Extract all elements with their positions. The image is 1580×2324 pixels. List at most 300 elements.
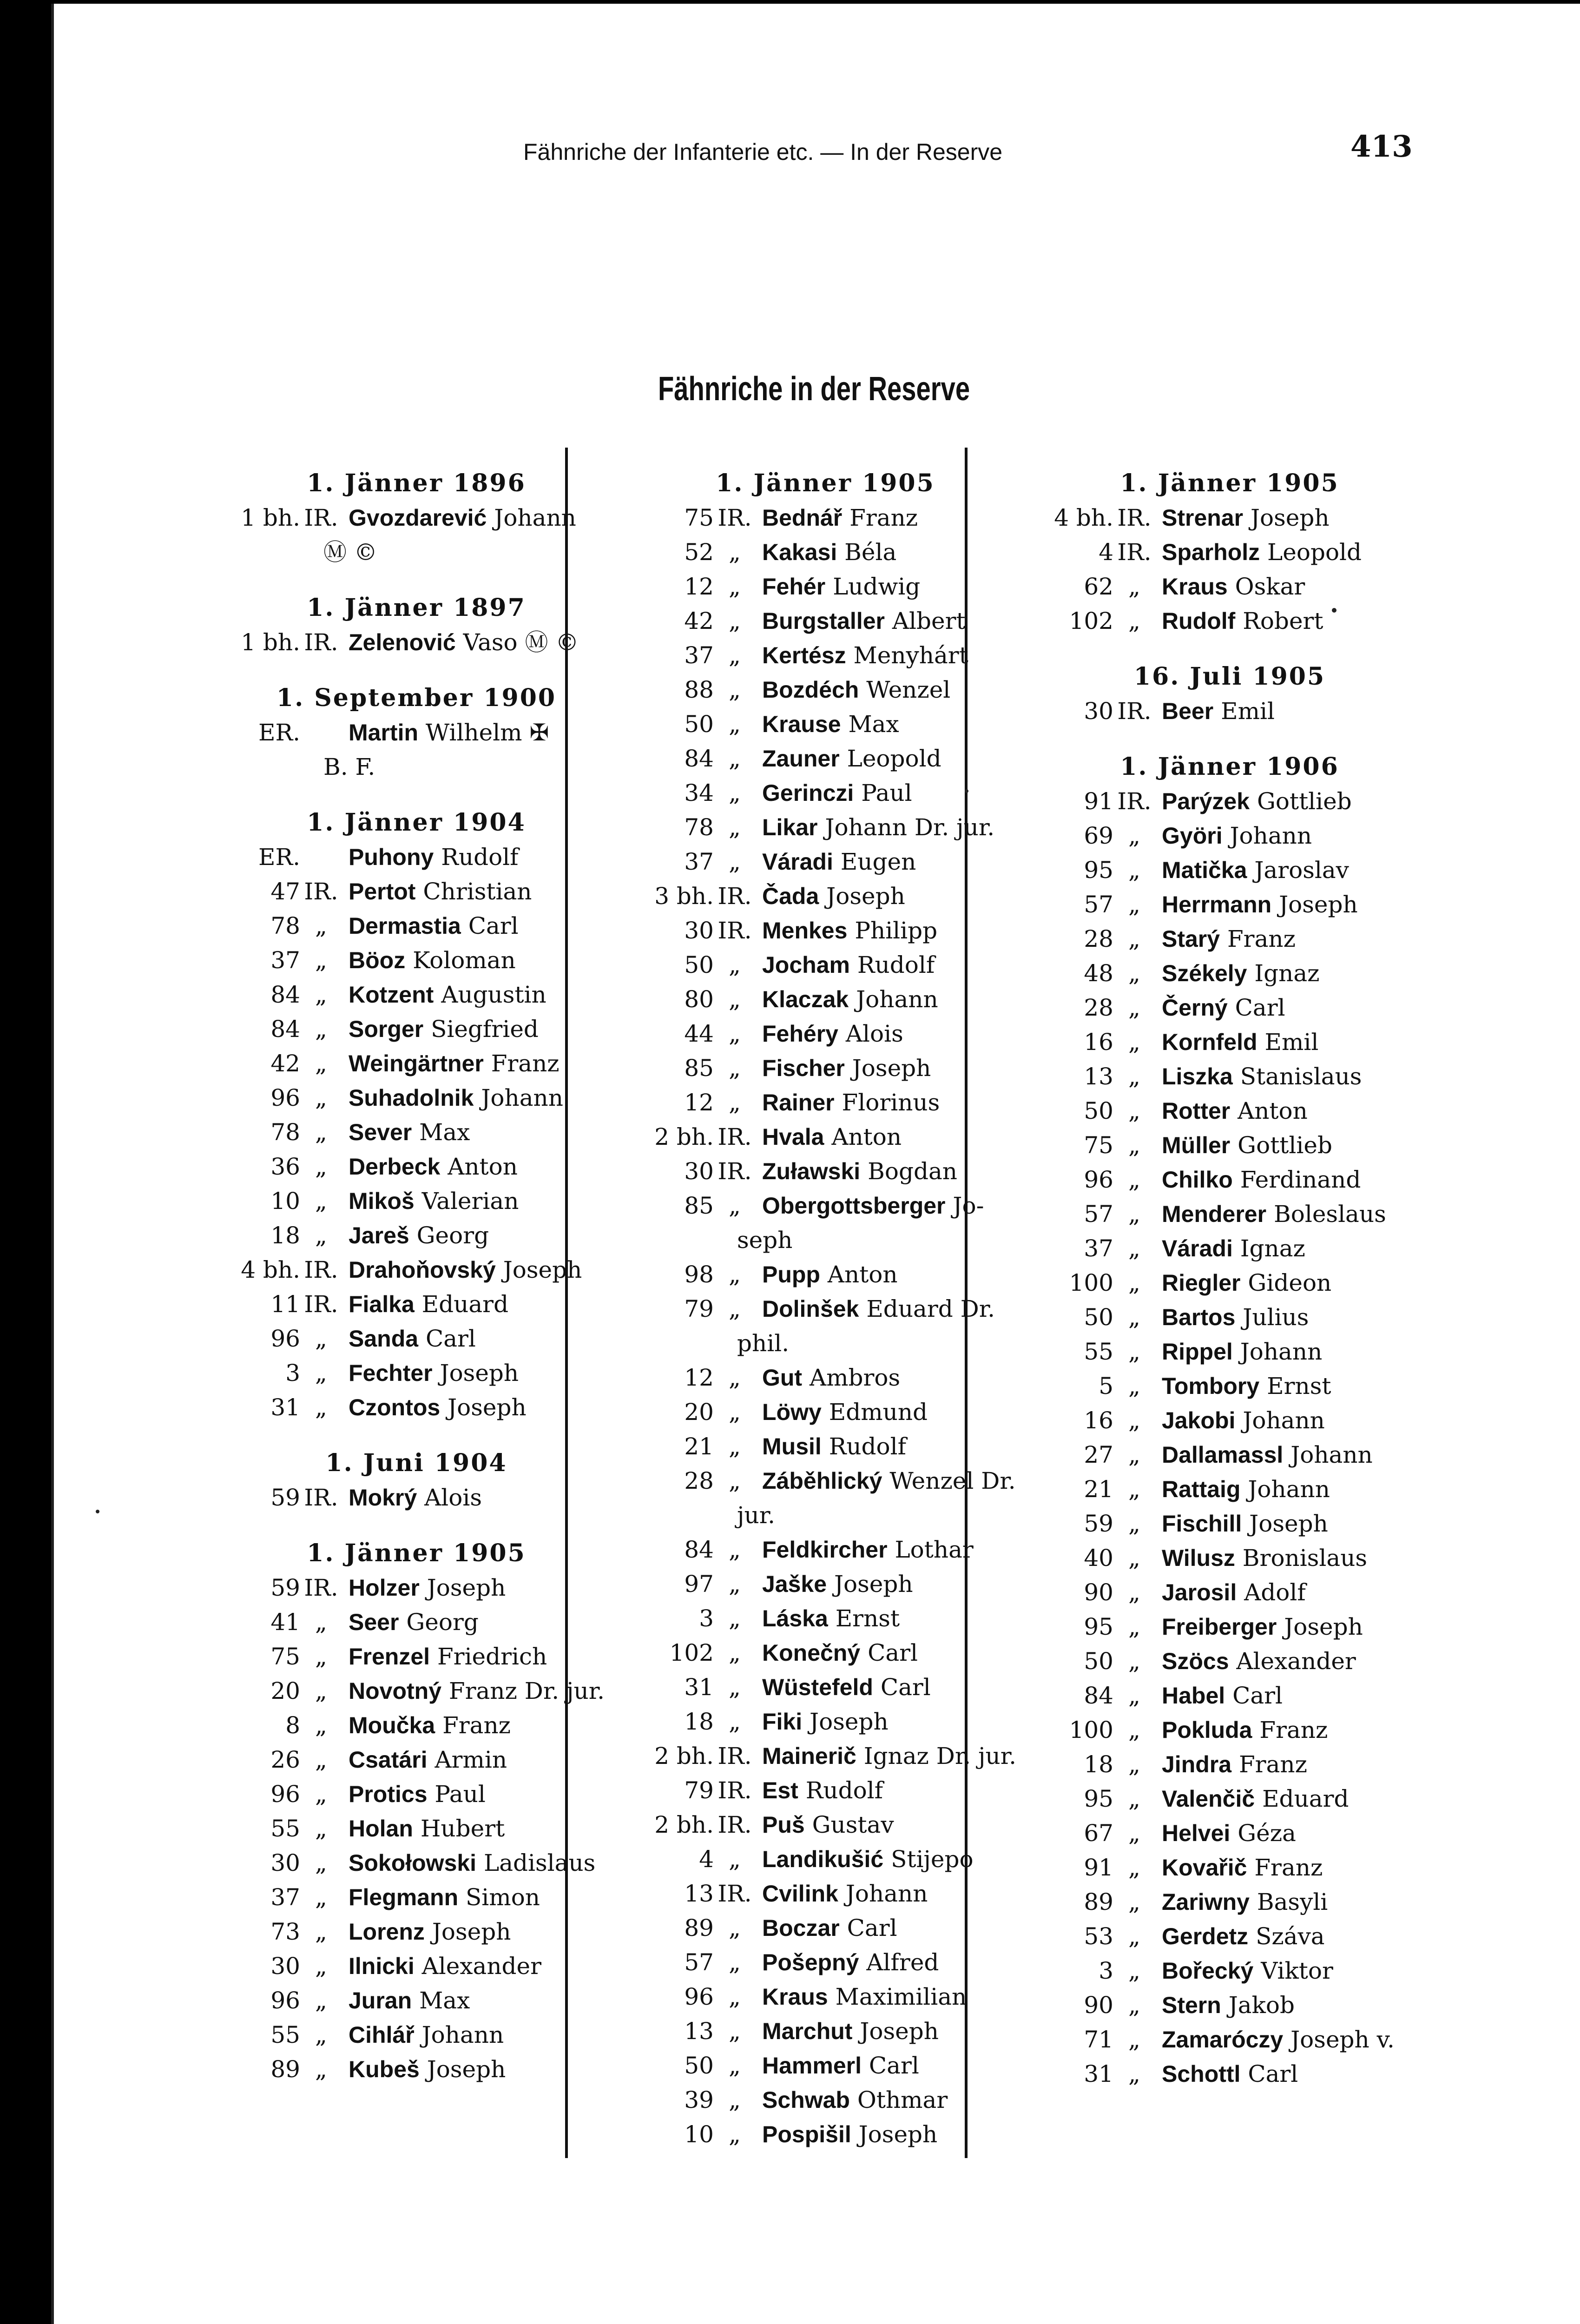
regiment-number: 31	[270, 1394, 300, 1421]
surname: Pokluda	[1162, 1717, 1252, 1743]
given-name: Leopold	[847, 745, 941, 772]
surname: Szöcs	[1162, 1648, 1229, 1674]
regiment-number: 52	[684, 539, 714, 566]
roster-entry	[630, 1017, 1020, 1051]
roster-entry	[1030, 1816, 1429, 1850]
surname: Kotzent	[349, 982, 434, 1008]
given-name: Alois	[845, 1020, 903, 1047]
officer-name	[756, 1532, 1020, 1567]
officer-name	[1155, 1713, 1429, 1747]
regiment-type: „	[1128, 960, 1140, 987]
date-heading: 1. Jänner 1906	[1120, 753, 1339, 781]
officer-name	[1155, 990, 1429, 1025]
surname: Löwy	[762, 1399, 822, 1425]
roster-entry	[1030, 1506, 1429, 1541]
surname: Chilko	[1162, 1167, 1233, 1193]
spacer	[217, 660, 616, 681]
surname: Gerinczi	[762, 780, 854, 806]
regiment-number: 39	[684, 2086, 714, 2113]
regiment-type: „	[729, 1605, 741, 1632]
regiment-number: 37	[1084, 1235, 1113, 1262]
roster-entry	[1030, 535, 1429, 569]
given-name: Emil	[1221, 698, 1275, 725]
regiment-number: ER.	[258, 719, 300, 746]
regiment-type: „	[729, 848, 741, 875]
surname: Müller	[1162, 1132, 1231, 1158]
officer-name	[342, 1184, 616, 1218]
regiment-type: „	[729, 1571, 741, 1598]
regiment-type: „	[1128, 1682, 1140, 1709]
roster-entry	[217, 2018, 616, 2052]
given-name: Johann	[1240, 1338, 1323, 1365]
regiment-type: „	[1128, 1751, 1140, 1778]
surname: Mokrý	[349, 1485, 417, 1511]
given-name: Eduard	[1262, 1785, 1349, 1812]
given-name: Joseph v.	[1290, 2026, 1395, 2053]
regiment-type: IR.	[304, 1291, 338, 1318]
given-name: Johann	[1243, 1407, 1325, 1434]
regiment-type: „	[729, 1536, 741, 1563]
regiment-type: „	[729, 2086, 741, 2113]
surname: Feldkircher	[762, 1537, 888, 1563]
regiment-type: „	[729, 1983, 741, 2010]
regiment-type	[300, 715, 342, 750]
regiment-type: „	[1128, 1373, 1140, 1400]
surname: Matička	[1162, 857, 1247, 883]
officer-name	[342, 874, 616, 909]
given-name: Joseph	[427, 1574, 506, 1601]
regiment-type: „	[1128, 891, 1140, 918]
given-name: Ludwig	[833, 573, 921, 600]
date-heading: 1. Jänner 1904	[307, 808, 526, 837]
officer-name	[756, 1429, 1020, 1464]
regiment-number: 89	[684, 1915, 714, 1941]
document-sheet	[51, 4, 1580, 2324]
regiment-type: „	[729, 814, 741, 841]
roster-entry	[217, 1149, 616, 1184]
regiment-type: „	[729, 1639, 741, 1666]
roster-entry	[217, 1081, 616, 1115]
roster-entry	[217, 1356, 616, 1390]
regiment-number: 11	[270, 1291, 300, 1318]
officer-name	[342, 2018, 616, 2052]
regiment-number: 50	[684, 711, 714, 738]
surname: Dermastia	[349, 913, 461, 939]
officer-name	[756, 1395, 1020, 1429]
given-name: Rudolf	[805, 1777, 883, 1804]
regiment-type: „	[315, 1918, 327, 1945]
regiment-type: „	[315, 1712, 327, 1739]
roster-entry	[1030, 1231, 1429, 1266]
given-name: Johann Dr. jur.	[825, 814, 995, 841]
officer-name	[342, 1012, 616, 1046]
surname: Gerdetz	[1162, 1923, 1249, 1949]
roster-entry	[630, 1842, 1020, 1876]
officer-name	[1155, 1438, 1429, 1472]
regiment-number: 37	[270, 947, 300, 974]
given-name: Christian	[423, 878, 532, 905]
surname: Pertot	[349, 878, 416, 905]
surname: Frenzel	[349, 1644, 430, 1670]
regiment-type: „	[1128, 1545, 1140, 1571]
surname: Riegler	[1162, 1270, 1241, 1296]
regiment-number: 28	[1084, 925, 1113, 952]
regiment-number: 75	[1084, 1132, 1113, 1159]
given-name: Bogdan	[868, 1158, 957, 1185]
given-name: Joseph	[440, 1360, 519, 1386]
officer-name	[756, 707, 1020, 741]
given-name: Joseph	[826, 883, 905, 910]
regiment-number: 50	[1084, 1097, 1113, 1124]
roster-entry	[1030, 1369, 1429, 1403]
roster-entry	[217, 1777, 616, 1811]
given-name: Armin	[434, 1746, 507, 1773]
regiment-number: 28	[1084, 994, 1113, 1021]
officer-name	[756, 1876, 1020, 1911]
regiment-type: „	[315, 1188, 327, 1215]
roster-entry	[217, 1949, 616, 1983]
regiment-type: „	[1128, 1957, 1140, 1984]
roster-entry	[1030, 1094, 1429, 1128]
officer-name	[756, 638, 1020, 673]
officer-name	[756, 1704, 1020, 1739]
officer-name	[756, 1739, 1020, 1773]
regiment-type: „	[1128, 1648, 1140, 1675]
roster-entry	[1030, 1850, 1429, 1885]
officer-name	[342, 1081, 616, 1115]
regiment-type: „	[1128, 1923, 1140, 1950]
regiment-type: „	[315, 1050, 327, 1077]
officer-name	[1155, 1919, 1429, 1954]
regiment-type: „	[315, 2056, 327, 2083]
given-name: Jo-	[953, 1192, 984, 1219]
roster-entry	[630, 1911, 1020, 1945]
officer-name	[342, 909, 616, 943]
officer-name	[756, 673, 1020, 707]
given-name: Gottlieb	[1257, 788, 1352, 815]
surname: Landikušić	[762, 1846, 884, 1872]
surname: Freiberger	[1162, 1614, 1277, 1640]
regiment-type: „	[729, 1433, 741, 1460]
officer-name	[1155, 1850, 1429, 1885]
surname: Liszka	[1162, 1063, 1233, 1089]
continuation-line: B. F.	[323, 753, 375, 780]
continuation-line: phil.	[737, 1330, 790, 1357]
surname: Weingärtner	[349, 1050, 484, 1076]
given-name: Emil	[1264, 1029, 1319, 1056]
regiment-type: „	[729, 1020, 741, 1047]
given-name: Lothar	[895, 1536, 974, 1563]
officer-name	[342, 1983, 616, 2018]
surname: Sanda	[349, 1326, 419, 1352]
officer-name	[1155, 1954, 1429, 1988]
surname: Jareš	[349, 1222, 409, 1248]
regiment-number: 30	[270, 1953, 300, 1980]
regiment-number: 28	[684, 1467, 714, 1494]
given-name: Stijepo	[891, 1846, 974, 1873]
roster-entry	[630, 501, 1020, 535]
given-name: Ladislaus	[483, 1849, 596, 1876]
regiment-number: 90	[1084, 1579, 1113, 1606]
roster-entry	[217, 1846, 616, 1880]
regiment-type: „	[729, 2121, 741, 2148]
roster-entry	[217, 625, 616, 660]
regiment-type: „	[315, 912, 327, 939]
surname: Sever	[349, 1119, 412, 1145]
date-heading: 1. Juni 1904	[325, 1449, 507, 1477]
roster-entry	[1030, 1713, 1429, 1747]
regiment-type: IR.	[718, 1880, 752, 1907]
date-heading: 16. Juli 1905	[1133, 662, 1326, 691]
officer-name	[756, 913, 1020, 948]
given-name: Georg	[406, 1609, 479, 1636]
roster-entry	[630, 845, 1020, 879]
regiment-number: 102	[669, 1639, 714, 1666]
surname: Zuławski	[762, 1158, 861, 1184]
regiment-number: 47	[270, 878, 300, 905]
regiment-type: „	[1128, 1717, 1140, 1743]
surname: Konečný	[762, 1640, 861, 1666]
surname: Fischill	[1162, 1511, 1242, 1537]
regiment-type: „	[315, 1394, 327, 1421]
roster-entry	[630, 1567, 1020, 1601]
surname: Dallamassl	[1162, 1442, 1284, 1468]
roster-entry	[630, 2048, 1020, 2083]
officer-name	[1155, 1472, 1429, 1506]
roster-entry	[1030, 1610, 1429, 1644]
regiment-number: 3	[285, 1360, 300, 1386]
officer-name	[1155, 887, 1429, 922]
officer-name	[756, 2117, 1020, 2152]
given-name: Carl	[1235, 994, 1285, 1021]
regiment-type: IR.	[718, 917, 752, 944]
regiment-type: „	[1128, 1613, 1140, 1640]
given-name: Ferdinand	[1240, 1166, 1361, 1193]
officer-name	[756, 741, 1020, 776]
officer-name	[756, 604, 1020, 638]
given-name: Paul	[861, 779, 912, 806]
regiment-number: 84	[684, 1536, 714, 1563]
officer-name	[756, 982, 1020, 1017]
officer-name	[342, 1218, 616, 1253]
surname: Pupp	[762, 1261, 820, 1287]
regiment-number: 13	[1084, 1063, 1113, 1090]
surname: Valenčič	[1162, 1786, 1255, 1812]
regiment-type: „	[1128, 607, 1140, 634]
regiment-type: „	[729, 1467, 741, 1494]
regiment-type: „	[315, 1016, 327, 1043]
surname: Puš	[762, 1812, 805, 1838]
regiment-number: 30	[270, 1849, 300, 1876]
officer-name	[756, 1567, 1020, 1601]
regiment-number: 102	[1069, 607, 1113, 634]
surname: Schottl	[1162, 2061, 1241, 2087]
roster-entry	[1030, 569, 1429, 604]
roster-entry	[217, 1915, 616, 1949]
officer-name	[756, 810, 1020, 845]
roster-entry	[630, 535, 1020, 569]
regiment-number: 100	[1069, 1269, 1113, 1296]
regiment-type: IR.	[1117, 788, 1152, 815]
officer-name	[1155, 1575, 1429, 1610]
roster-entry	[217, 1743, 616, 1777]
roster-entry	[1030, 1575, 1429, 1610]
officer-name	[342, 943, 616, 977]
given-name: Joseph	[1249, 1510, 1328, 1537]
regiment-type: IR.	[718, 1743, 752, 1769]
spacer	[217, 1515, 616, 1536]
surname: Cihlář	[349, 2022, 415, 2048]
officer-name	[756, 1257, 1020, 1292]
regiment-type: „	[1128, 822, 1140, 849]
roster-entry	[1030, 2022, 1429, 2057]
given-name: Száva	[1256, 1923, 1325, 1950]
regiment-number: 13	[684, 2018, 714, 2045]
regiment-number: 59	[270, 1574, 300, 1601]
surname: Bořecký	[1162, 1958, 1254, 1984]
officer-name	[1155, 604, 1429, 638]
surname: Menkes	[762, 918, 848, 944]
surname: Kovařič	[1162, 1855, 1247, 1881]
officer-name	[342, 977, 616, 1012]
officer-name	[342, 1356, 616, 1390]
officer-name	[756, 2014, 1020, 2048]
regiment-number: 12	[684, 1089, 714, 1116]
given-name: Gideon	[1248, 1269, 1332, 1296]
given-name: Anton	[448, 1153, 518, 1180]
regiment-type: „	[315, 947, 327, 974]
given-name: Leopold	[1267, 539, 1362, 566]
given-name: Carl	[847, 1915, 897, 1941]
regiment-type: „	[1128, 1235, 1140, 1262]
regiment-number: 55	[270, 1815, 300, 1842]
surname: Kornfeld	[1162, 1029, 1257, 1055]
print-speck	[965, 789, 968, 793]
regiment-type: „	[729, 1846, 741, 1873]
regiment-type: „	[315, 1643, 327, 1670]
roster-entry	[217, 501, 616, 535]
officer-name	[1155, 853, 1429, 887]
roster-entry	[630, 569, 1020, 604]
regiment-type: „	[1128, 1338, 1140, 1365]
column-2	[630, 466, 1020, 2152]
given-name: Florinus	[842, 1089, 940, 1116]
regiment-number: 96	[1084, 1166, 1113, 1193]
officer-name	[756, 879, 1020, 913]
regiment-number: 31	[684, 1674, 714, 1701]
spacer	[1030, 638, 1429, 660]
roster-entry	[217, 1287, 616, 1321]
officer-name	[1155, 2057, 1429, 2091]
officer-name	[342, 1390, 616, 1425]
officer-name	[1155, 784, 1429, 819]
surname: Dolinšek	[762, 1296, 859, 1322]
given-name: Ignaz	[1254, 960, 1320, 987]
regiment-type: „	[1128, 1063, 1140, 1090]
given-name: Anton	[1238, 1097, 1308, 1124]
regiment-type: „	[315, 1153, 327, 1180]
regiment-number: 89	[1084, 1888, 1113, 1915]
officer-name	[342, 1777, 616, 1811]
surname: Derbeck	[349, 1154, 441, 1180]
regiment-type: IR.	[304, 629, 338, 656]
regiment-type: „	[1128, 1820, 1140, 1847]
given-name: Hubert	[420, 1815, 505, 1842]
regiment-type: „	[315, 1360, 327, 1386]
given-name: Koloman	[413, 947, 516, 974]
roster-entry	[217, 1480, 616, 1515]
regiment-type: „	[1128, 1476, 1140, 1503]
given-name: Wenzel Dr.	[889, 1467, 1016, 1494]
given-name: Johann	[1248, 1476, 1330, 1503]
surname: Sokołowski	[349, 1850, 477, 1876]
roster-entry	[217, 1321, 616, 1356]
roster-entry	[630, 1188, 1020, 1223]
surname: Jindra	[1162, 1751, 1232, 1777]
roster-entry	[630, 638, 1020, 673]
date-heading: 1. Jänner 1905	[1120, 469, 1339, 497]
given-name: Franz	[1259, 1717, 1328, 1743]
surname: Rudolf	[1162, 608, 1236, 634]
officer-name	[1155, 1025, 1429, 1059]
regiment-number: 84	[270, 981, 300, 1008]
officer-name	[1155, 956, 1429, 990]
given-name: Franz	[1227, 925, 1296, 952]
officer-name	[342, 840, 616, 874]
surname: Martin	[349, 720, 418, 746]
roster-entry	[1030, 1300, 1429, 1334]
regiment-type: „	[1128, 1510, 1140, 1537]
regiment-number: 80	[684, 986, 714, 1013]
regiment-number: 50	[684, 2052, 714, 2079]
roster-entry	[1030, 990, 1429, 1025]
surname: Fehér	[762, 574, 826, 600]
surname: Zariwny	[1162, 1889, 1250, 1915]
roster-entry	[630, 604, 1020, 638]
regiment-number: 95	[1084, 1785, 1113, 1812]
roster-entry	[217, 909, 616, 943]
officer-name	[342, 1915, 616, 1949]
officer-name	[342, 1605, 616, 1639]
regiment-number: 50	[684, 951, 714, 978]
given-name: Joseph	[1279, 891, 1358, 918]
regiment-number: 3	[699, 1605, 714, 1632]
officer-name	[1155, 1059, 1429, 1094]
section-title: Fähnriche in der Reserve	[658, 370, 970, 408]
regiment-type: „	[729, 779, 741, 806]
roster-entry	[630, 776, 1020, 810]
regiment-number: 37	[270, 1884, 300, 1911]
surname: Burgstaller	[762, 608, 885, 634]
roster-entry	[217, 1218, 616, 1253]
surname: Helvei	[1162, 1820, 1231, 1846]
regiment-type: IR.	[718, 1777, 752, 1804]
regiment-type: IR.	[1117, 539, 1152, 566]
regiment-type: „	[729, 1261, 741, 1288]
regiment-number: 12	[684, 1364, 714, 1391]
regiment-number: 53	[1084, 1923, 1113, 1950]
roster-entry	[630, 707, 1020, 741]
given-name: Johann	[1230, 822, 1312, 849]
surname: Moučka	[349, 1712, 435, 1738]
regiment-number: 30	[684, 917, 714, 944]
officer-name	[342, 2052, 616, 2086]
regiment-type: IR.	[1117, 698, 1152, 725]
roster-entry	[630, 673, 1020, 707]
regiment-type: „	[315, 1849, 327, 1876]
surname: Likar	[762, 814, 818, 840]
roster-entry	[630, 810, 1020, 845]
